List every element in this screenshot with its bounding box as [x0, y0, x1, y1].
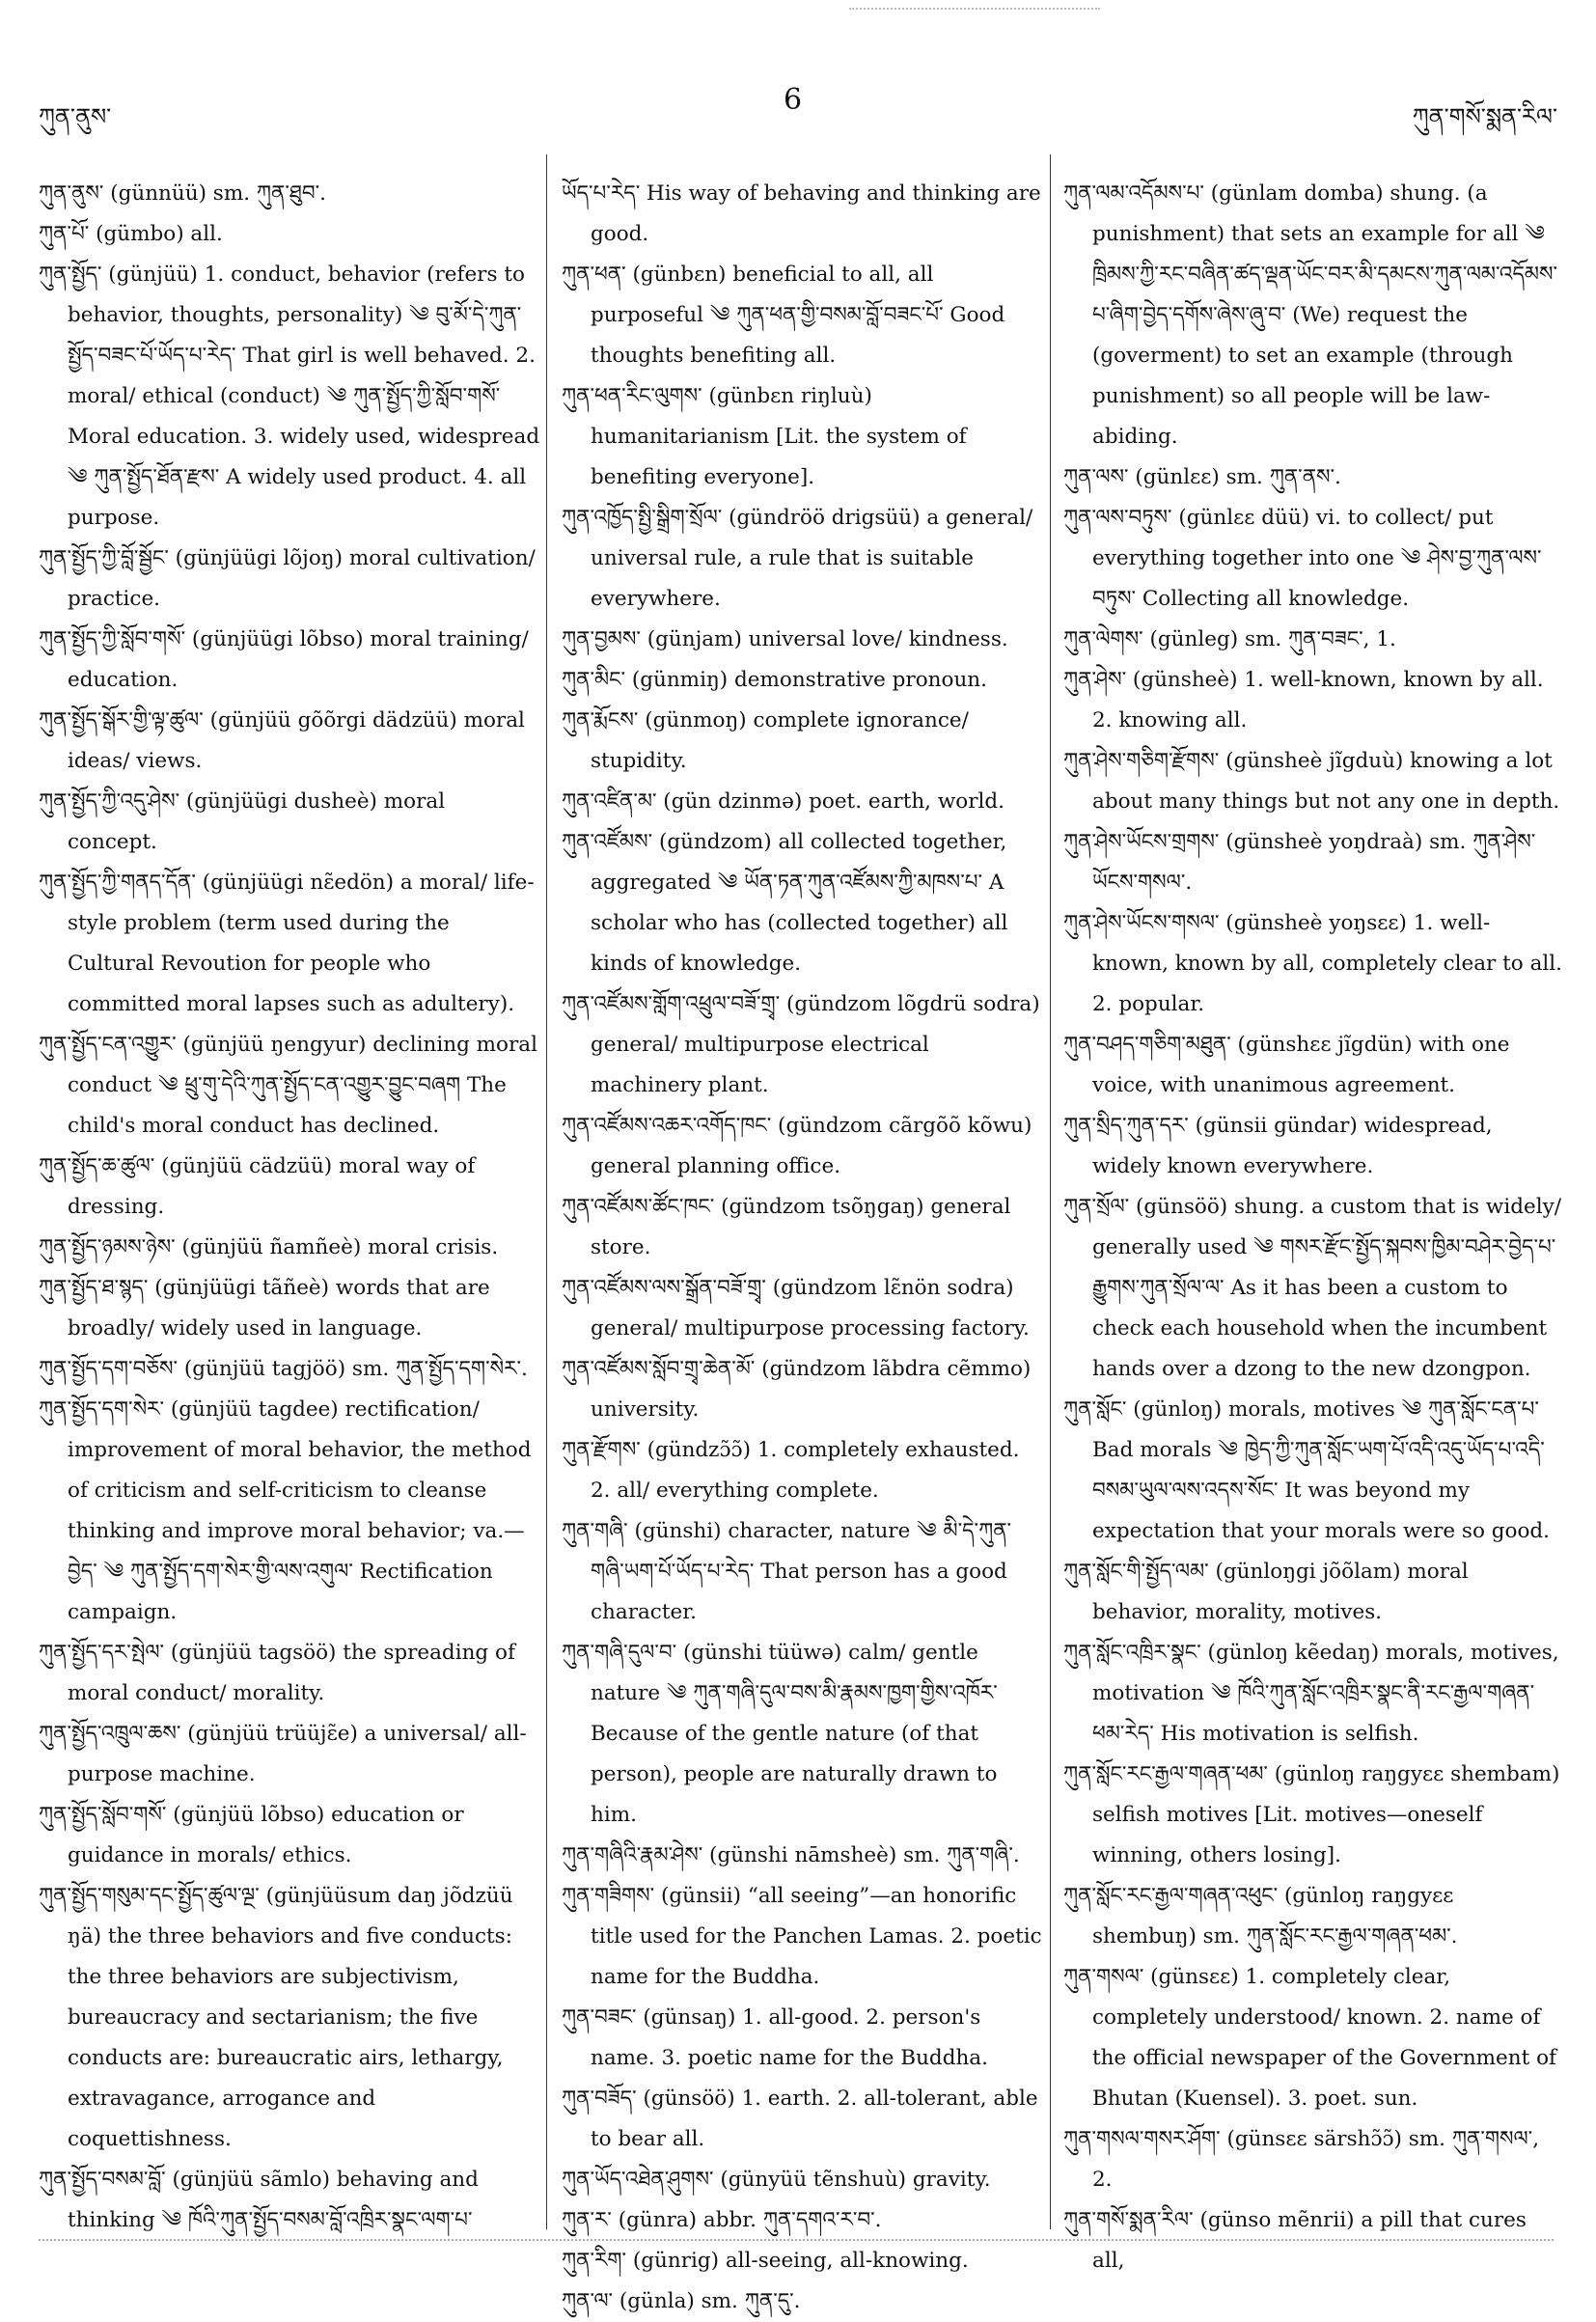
dictionary-entry: ཀུན་བཟང་ (günsaŋ) 1. all-good. 2. person's name. 3. poetic name for the Buddha.	[562, 2005, 988, 2070]
dictionary-entry: ཀུན་ལ་ (günla) sm. ཀུན་དུ་.	[562, 2289, 801, 2313]
dictionary-entry: ཀུན་སྤྱོད་བསམ་བློ་ (günjüü sãmlo) behaving and thinking ༄ ཁོའི་ཀུན་སྤྱོད་བསམ་བློ་འཁྲིར་སྣང་ལག་པ་	[39, 2168, 479, 2232]
dictionary-entry: ཀུན་ལེགས་ (günleg) sm. ཀུན་བཟང་, 1.	[1063, 627, 1396, 651]
dictionary-entry: ཀུན་སློང་རང་རྒྱལ་གཞན་ཕམ་ (günloŋ raŋgyɛɛ shembam) selfish motives [Lit. motives—oneself winning, others losing].	[1063, 1762, 1560, 1867]
column-rule	[1050, 154, 1051, 2229]
dictionary-entry: ཀུན་སྤྱོད་དར་སྤེལ་ (günjüü tagsöö) the spreading of moral conduct/ morality.	[39, 1641, 515, 1705]
dictionary-entry: ཀུན་གསོ་སྨན་རིལ་ (günso mẽnrii) a pill that cures all,	[1063, 2208, 1527, 2273]
dictionary-entry: ཀུན་སྤྱོད་སློབ་གསོ་ (günjüü lõbso) education or guidance in morals/ ethics.	[39, 1803, 464, 1867]
dictionary-entry: ཀུན་ར་ (günra) abbr. ཀུན་དགའ་ར་བ་.	[562, 2208, 882, 2232]
dictionary-entry: ཀུན་སྲིད་ཀུན་དར་ (günsii gündar) widespread, widely known everywhere.	[1063, 1114, 1493, 1178]
dictionary-entry: ཀུན་ལམ་འདོམས་པ་ (günlam domba) shung. (a punishment) that sets an example for all ༄ ཁྲིམས་ཀྱི་རང་བཞིན་ཚད་ལྡན་ཡོང་བར་མི་དམངས་ཀུན་ལམ་འདོམས་པ་ཞིག་བྱེད་དགོས་ཞེས་ཞུ་བ་ (We) request the (goverment) to set an example (through punishment) so all people will be law-abiding.	[1063, 181, 1558, 449]
dictionary-entry: ཀུན་ཤེས་ཡོངས་གྲགས་ (günsheè yoŋdraà) sm. ཀུན་ཤེས་ཡོངས་གསལ་.	[1063, 830, 1536, 895]
dictionary-entry: ཀུན་ལས་ (günlɛɛ) sm. ཀུན་ནས་.	[1063, 465, 1341, 489]
running-head-left: ཀུན་ནུས་	[39, 103, 112, 130]
dictionary-entry: ཀུན་སློང་ (günloŋ) morals, motives ༄ ཀུན་སློང་ངན་པ་ Bad morals ༄ ཁྱེད་ཀྱི་ཀུན་སློང་ཡག་པོ་འདི་འདུ་ཡོད་པ་འདི་བསམ་ཡུལ་ལས་འདས་སོང་ It was beyond my expectation that your morals were so good.	[1063, 1397, 1550, 1543]
bottom-edge-mark	[39, 2239, 1554, 2243]
top-edge-mark	[849, 8, 1100, 12]
dictionary-entry: ཀུན་བྱམས་ (günjam) universal love/ kindness.	[562, 627, 1008, 651]
running-head-right: ཀུན་གསོ་སྨན་རིལ་	[1412, 103, 1557, 130]
dictionary-entry: ཀུན་ཤེས་ཡོངས་གསལ་ (günsheè yoŋsɛɛ) 1. well-known, known by all, completely clear to all. 2. popular.	[1063, 911, 1562, 1016]
dictionary-entry: ཀུན་རྫོགས་ (gündzɔ̃ɔ̃) 1. completely exhausted. 2. all/ everything complete.	[562, 1438, 1020, 1503]
dictionary-entry: ཀུན་སྤྱོད་ཀྱི་འདུ་ཤེས་ (günjüügi dusheè) moral concept.	[39, 789, 446, 854]
dictionary-entry: ཀུན་སྤྱོད་འཁྲུལ་ཆས་ (günjüü trüüjɛ̃e) a universal/ all-purpose machine.	[39, 1722, 527, 1786]
dictionary-entry: ཀུན་སྤྱོད་ཀྱི་གནད་དོན་ (günjüügi nɛ̃edön) a moral/ life-style problem (term used during the Cultural Revoution for people who committed moral lapses such as adultery).	[39, 871, 535, 1016]
dictionary-entry: ཀུན་འཁྱོད་སྤྱི་སྒྲིག་སྲོལ་ (gündröö drigsüü) a general/ universal rule, a rule that is suitable everywhere.	[562, 506, 1033, 611]
dictionary-entry: ཀུན་བཟོད་ (günsöö) 1. earth. 2. all-tolerant, able to bear all.	[562, 2087, 1038, 2151]
dictionary-entry: ཀུན་སློང་གི་སྤྱོད་ལམ་ (günloŋgi jõõlam) moral behavior, morality, motives.	[1063, 1560, 1469, 1624]
column-rule	[546, 154, 547, 2229]
dictionary-entry: ཀུན་རྨོངས་ (günmoŋ) complete ignorance/ stupidity.	[562, 708, 969, 773]
dictionary-entry: ཀུན་ཤེས་ (günsheè) 1. well-known, known by all. 2. knowing all.	[1063, 668, 1544, 733]
dictionary-entry: ཀུན་གཞི་དུལ་བ་ (günshi tüüwə) calm/ gentle nature ༄ ཀུན་གཞི་དུལ་བས་མི་རྣམས་ཁྱག་གྱིས་འཁོར་ Because of the gentle nature (of that person), people are naturally drawn to him.	[562, 1641, 998, 1827]
column-2	[562, 174, 1044, 2322]
dictionary-entry: ཀུན་སྤྱོད་ཐ་སྙད་ (günjüügi tãñeè) words that are broadly/ widely used in language.	[39, 1276, 490, 1341]
dictionary-entry: ཀུན་སྤྱོད་ཉམས་ཉེས་ (günjüü ñamñeè) moral crisis.	[39, 1235, 499, 1259]
dictionary-entry: ཀུན་རིག་ (günrig) all-seeing, all-knowing.	[562, 2249, 969, 2273]
column-3	[1063, 174, 1563, 2281]
dictionary-entry: ཀུན་མིང་ (günmiŋ) demonstrative pronoun.	[562, 668, 987, 692]
dictionary-entry: ཀུན་སྤྱོད་དག་སེར་ (günjüü tagdee) rectification/ improvement of moral behavior, the method of criticism and self-criticism to cleanse thinking and improve moral behavior; va.—བྱེད་ ༄ ཀུན་སྤྱོད་དག་སེར་གྱི་ལས་འགུལ་ Rectification campaign.	[39, 1397, 532, 1624]
page-number: 6	[784, 83, 803, 117]
dictionary-entry: ཀུན་གཟིགས་ (günsii) “all seeing”—an honorific title used for the Panchen Lamas. 2. poetic name for the Buddha.	[562, 1884, 1042, 1989]
dictionary-entry: ཀུན་ནུས་ (günnüü) sm. ཀུན་ཐུབ་.	[39, 181, 326, 206]
dictionary-entry-continued: ཡོད་པ་རེད་ His way of behaving and thinking are good.	[562, 181, 1041, 246]
dictionary-entry: ཀུན་ཡོད་འཐེན་ཤུགས་ (günyüü tẽnshuù) gravity.	[562, 2168, 991, 2192]
dictionary-entry: ཀུན་སྤྱོད་ཆ་ཚུལ་ (günjüü cädzüü) moral way of dressing.	[39, 1154, 476, 1219]
dictionary-entry: ཀུན་ལས་བཏུས་ (günlɛɛ düü) vi. to collect/ put everything together into one ༄ ཤེས་བྱ་ཀུན་ལས་བཏུས་ Collecting all knowledge.	[1063, 506, 1542, 611]
dictionary-entry: ཀུན་སློང་འཁྲིར་སྣང་ (günloŋ kẽedaŋ) morals, motives, motivation ༄ ཁོའི་ཀུན་སློང་འཁྲིར་སྣང་ནི་རང་རྒྱལ་གཞན་ཕམ་རེད་ His motivation is selfish.	[1063, 1641, 1559, 1746]
dictionary-entry: ཀུན་སྤྱོད་གསུམ་དང་སྤྱོད་ཚུལ་ལྔ་ (günjüüsum daŋ jõdzüü ŋä) the three behaviors and five conducts: the three behaviors are subjectivism, bureaucracy and sectarianism; the five conducts are: bureaucratic airs, lethargy, extravagance, arrogance and coquettishness.	[39, 1884, 513, 2151]
dictionary-entry: ཀུན་ཕན་རིང་ལུགས་ (günbɛn riŋluù) humanitarianism [Lit. the system of benefiting everyone].	[562, 384, 967, 489]
dictionary-entry: ཀུན་སྤྱོད་སྒོར་གྱི་ལྟ་ཚུལ་ (günjüü gõõrgi dädzüü) moral ideas/ views.	[39, 708, 525, 773]
dictionary-entry: ཀུན་སྤྱོད་ཀྱི་བློ་སྦྱོང་ (günjüügi lõjoŋ) moral cultivation/ practice.	[39, 546, 536, 611]
dictionary-entry: ཀུན་བཤད་གཅིག་མཐུན་ (günshɛɛ jĩgdün) with one voice, with unanimous agreement.	[1063, 1033, 1510, 1097]
dictionary-entry: ཀུན་སྲོལ་ (günsöö) shung. a custom that is widely/ generally used ༄ གསར་རྫོང་སྤྱོད་སྐབས་ཁྱིམ་བཤེར་བྱེད་པ་རྒྱུགས་ཀུན་སྲོལ་ལ་ As it has been a custom to check each household when the incumbent hands over a dzong to the new dzongpon.	[1063, 1195, 1561, 1381]
dictionary-entry: ཀུན་འཛོམས་ཚོང་ཁང་ (gündzom tsõŋgaŋ) general store.	[562, 1195, 1011, 1259]
dictionary-entry: ཀུན་གཞི་ (günshi) character, nature ༄ མི་དེ་ཀུན་གཞི་ཡག་པོ་ཡོད་པ་རེད་ That person has a good character.	[562, 1519, 1012, 1624]
column-1	[39, 174, 540, 2241]
dictionary-entry: ཀུན་གཞིའི་རྣམ་ཤེས་ (günshi nāmsheè) sm. ཀུན་གཞི་.	[562, 1843, 1020, 1867]
dictionary-entry: ཀུན་གསལ་ (günsɛɛ) 1. completely clear, completely understood/ known. 2. name of the official newspaper of the Government of Bhutan (Kuensel). 3. poet. sun.	[1063, 1965, 1556, 2111]
dictionary-entry: ཀུན་འཛོམས་ལས་སྒྲོན་བཟོ་གྲྭ་ (gündzom lɛ̃nön sodra) general/ multipurpose processing factory.	[562, 1276, 1030, 1341]
dictionary-entry: ཀུན་འཛིན་མ་ (gün dzinmə) poet. earth, world.	[562, 789, 1004, 814]
dictionary-entry: ཀུན་ཕན་ (günbɛn) beneficial to all, all purposeful ༄ ཀུན་ཕན་གྱི་བསམ་བློ་བཟང་པོ་ Good thoughts benefiting all.	[562, 263, 1005, 368]
dictionary-entry: ཀུན་སྤྱོད་ཀྱི་སློབ་གསོ་ (günjüügi lõbso) moral training/ education.	[39, 627, 529, 692]
dictionary-entry: ཀུན་སྤྱོད་ངན་འགྱུར་ (günjüü ŋengyur) declining moral conduct ༄ ཕྲུ་གུ་དེའི་ཀུན་སྤྱོད་ངན་འགྱུར་བྱུང་བཞག The child's moral conduct has declined.	[39, 1033, 537, 1138]
dictionary-entry: ཀུན་ཤེས་གཅིག་རྫོགས་ (günsheè jĩgduù) knowing a lot about many things but not any one in depth.	[1063, 749, 1560, 814]
dictionary-entry: ཀུན་འཛོམས་ (gündzom) all collected together, aggregated ༄ ཡོན་ཏན་ཀུན་འཛོམས་ཀྱི་མཁས་པ་ A scholar who has (collected together) all kinds of knowledge.	[562, 830, 1008, 976]
dictionary-entry: ཀུན་པོ་ (gümbo) all.	[39, 222, 223, 246]
dictionary-entry: ཀུན་སློང་རང་རྒྱལ་གཞན་འཕུང་ (günloŋ raŋgyɛɛ shembuŋ) sm. ཀུན་སློང་རང་རྒྱལ་གཞན་ཕམ་.	[1063, 1884, 1458, 1949]
dictionary-entry: ཀུན་འཛོམས་སློབ་གྲྭ་ཆེན་མོ་ (gündzom lãbdra cẽmmo) university.	[562, 1357, 1032, 1422]
dictionary-entry: ཀུན་འཛོམས་གློག་འཕྲུལ་བཟོ་གྲྭ་ (gündzom lõgdrü sodra) general/ multipurpose electrical machinery plant.	[562, 992, 1040, 1097]
dictionary-entry: ཀུན་འཛོམས་འཆར་འགོད་ཁང་ (gündzom cãrgõõ kõwu) general planning office.	[562, 1114, 1032, 1178]
dictionary-entry: ཀུན་སྤྱོད་དག་བཅོས་ (günjüü tagjöö) sm. ཀུན་སྤྱོད་དག་སེར་.	[39, 1357, 528, 1381]
dictionary-entry: ཀུན་གསལ་གསར་ཤོག་ (günsɛɛ särshɔ̃ɔ̃) sm. ཀུན་གསལ་, 2.	[1063, 2127, 1540, 2192]
dictionary-entry: ཀུན་སྤྱོད་ (günjüü) 1. conduct, behavior (refers to behavior, thoughts, personality) ༄ བུ་མོ་དེ་ཀུན་སྤྱོད་བཟང་པོ་ཡོད་པ་རེད་ That girl is well behaved. 2. moral/ ethical (conduct) ༄ ཀུན་སྤྱོད་ཀྱི་སློབ་གསོ་ Moral education. 3. widely used, widespread ༄ ཀུན་སྤྱོད་ཐོན་རྫས་ A widely used product. 4. all purpose.	[39, 263, 540, 530]
